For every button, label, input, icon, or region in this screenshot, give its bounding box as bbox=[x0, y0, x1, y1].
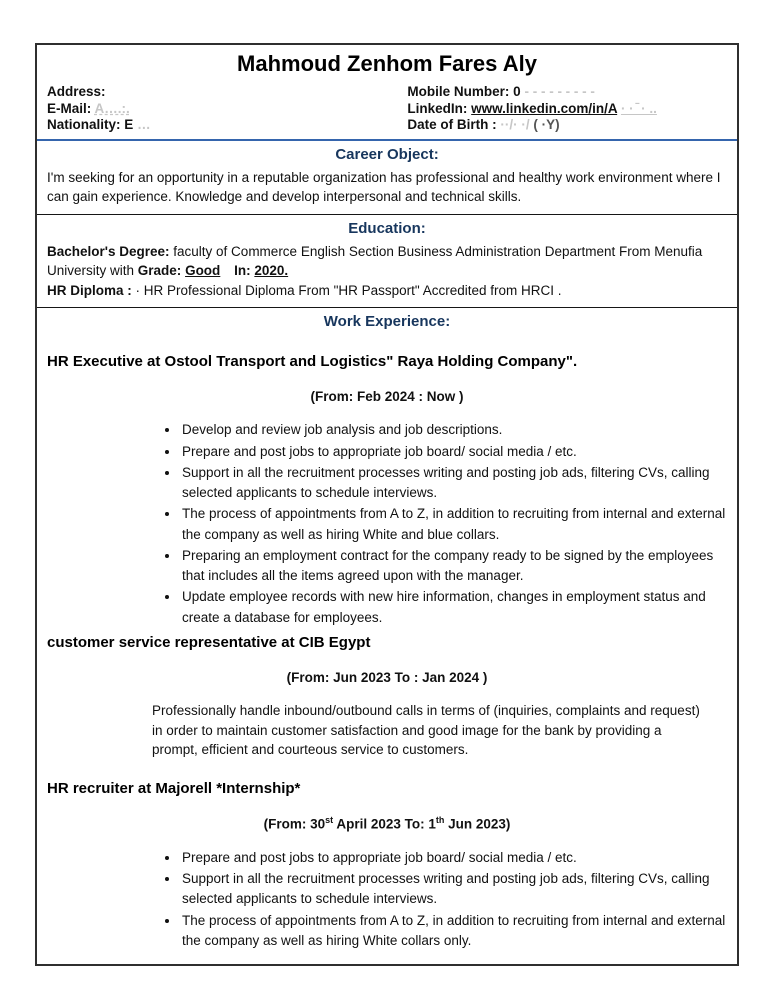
bullet-item: • Support in all the recruitment processes writing and posting job ads, filtering CVs, calling selected applicants to schedule interviews. bbox=[180, 463, 727, 504]
job3-bullet-list bbox=[47, 848, 727, 951]
bullet-item: • Update employee records with new hire information, changes in employment status and create a database for employees. bbox=[180, 587, 727, 628]
job2-period: (From: Jun 2023 To : Jan 2024 ) bbox=[286, 669, 488, 685]
period-part: April 2023 To: 1 bbox=[333, 816, 436, 832]
contact-right-column bbox=[407, 84, 727, 134]
bachelor-degree-line bbox=[47, 242, 727, 281]
education-heading: Education: bbox=[348, 219, 426, 237]
grade-value: Good bbox=[185, 263, 221, 279]
resume-sheet bbox=[35, 43, 739, 966]
contact-info bbox=[47, 84, 727, 134]
grad-year-label: In: bbox=[234, 263, 251, 279]
career-object-text: I'm seeking for an opportunity in a reputable organization has professional and healthy work environment where I can gain experience. Knowledge and develop interpersonal and technical skills. bbox=[47, 169, 721, 205]
header-divider-blue bbox=[37, 139, 737, 141]
job3-period bbox=[47, 814, 727, 834]
nationality-redacted: … bbox=[137, 117, 151, 133]
hr-diploma-line bbox=[47, 281, 727, 301]
dob-redacted: ··/· ·/ bbox=[500, 117, 530, 133]
bullet-item: • Develop and review job analysis and job descriptions. bbox=[180, 420, 727, 440]
diploma-text: · HR Professional Diploma From "HR Passport" Accredited from HRCI . bbox=[135, 282, 562, 298]
candidate-name: Mahmoud Zenhom Fares Aly bbox=[237, 51, 537, 76]
bullet-item: • Prepare and post jobs to appropriate job board/ social media / etc. bbox=[180, 848, 727, 868]
email-value-redacted: A….:. bbox=[94, 100, 130, 116]
period-part: Jun 2023) bbox=[444, 816, 511, 832]
bullet-item: • Support in all the recruitment processes writing and posting job ads, filtering CVs, calling selected applicants to schedule interviews. bbox=[180, 869, 727, 910]
mobile-redacted: - - - - - - - - - bbox=[524, 83, 595, 99]
dob-suffix: ( ·Y) bbox=[533, 117, 560, 133]
dob-row bbox=[407, 117, 727, 134]
address-label: Address: bbox=[47, 83, 106, 99]
email-row bbox=[47, 101, 407, 118]
mobile-value: 0 bbox=[513, 83, 521, 99]
education-divider bbox=[37, 214, 737, 215]
dob-label: Date of Birth : bbox=[407, 117, 497, 133]
bullet-item: • The process of appointments from A to Z, in addition to recruiting from internal and external the company as well as hiring White collars only. bbox=[180, 911, 727, 952]
mobile-row bbox=[407, 84, 727, 101]
period-part: (From: 30 bbox=[263, 816, 326, 832]
job2-title: customer service representative at CIB Egypt bbox=[47, 633, 371, 651]
diploma-label: HR Diploma : bbox=[47, 282, 132, 298]
work-experience-heading: Work Experience: bbox=[323, 313, 451, 331]
job1-title: HR Executive at Ostool Transport and Logistics" Raya Holding Company". bbox=[47, 353, 578, 371]
nationality-label: Nationality: bbox=[47, 117, 121, 133]
linkedin-label: LinkedIn: bbox=[407, 100, 468, 116]
bachelor-text: faculty of Commerce English Section Business Administration Department From Menufia University with bbox=[47, 243, 703, 279]
bullet-item: • Prepare and post jobs to appropriate job board/ social media / etc. bbox=[180, 442, 727, 462]
nationality-row bbox=[47, 117, 407, 134]
bachelor-label: Bachelor's Degree: bbox=[47, 243, 170, 259]
work-experience-divider bbox=[37, 307, 737, 308]
bullet-item: • The process of appointments from A to Z, in addition to recruiting from internal and external the company as well as hiring White and blue collars. bbox=[180, 504, 727, 545]
job1-bullet-list bbox=[47, 420, 727, 628]
grad-year-value: 2020. bbox=[254, 263, 289, 279]
grade-label: Grade: bbox=[137, 263, 182, 279]
career-object-heading: Career Object: bbox=[335, 146, 439, 164]
linkedin-link[interactable]: www.linkedin.com/in/A bbox=[471, 100, 618, 116]
job2-description: Professionally handle inbound/outbound calls in terms of (inquiries, complaints and request) in order to maintain customer satisfaction and good image for the bank by providing a prompt, efficient and courteous service to customers. bbox=[152, 703, 700, 758]
linkedin-redacted: · · ̄ · .. bbox=[620, 100, 657, 116]
address-row bbox=[47, 84, 407, 101]
job1-period: (From: Feb 2024 : Now ) bbox=[310, 388, 464, 404]
email-label: E-Mail: bbox=[47, 100, 92, 116]
bullet-item: • Preparing an employment contract for the company ready to be signed by the employees that includes all the items agreed upon with the manager. bbox=[180, 546, 727, 587]
job3-title: HR recruiter at Majorell *Internship* bbox=[47, 779, 301, 797]
ordinal-suffix: st bbox=[325, 814, 334, 825]
nationality-value: E bbox=[124, 117, 134, 133]
mobile-label: Mobile Number: bbox=[407, 83, 510, 99]
contact-left-column bbox=[47, 84, 407, 134]
linkedin-row bbox=[407, 101, 727, 118]
ordinal-suffix: th bbox=[435, 814, 445, 825]
